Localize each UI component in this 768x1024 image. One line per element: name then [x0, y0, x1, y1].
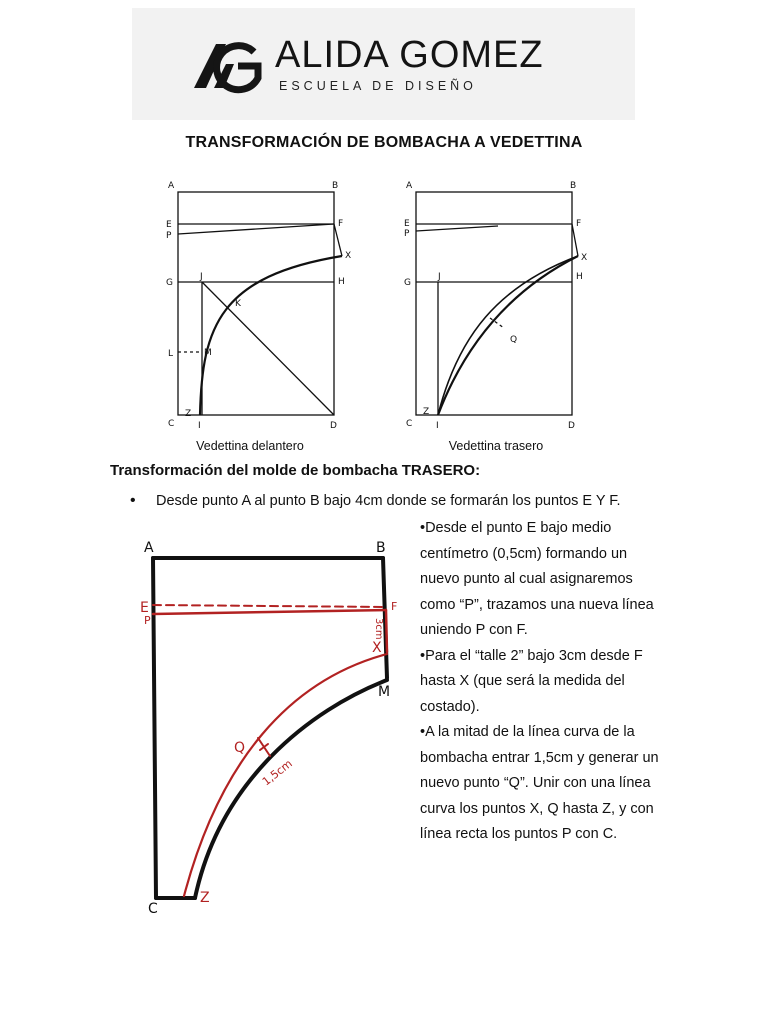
label-C: C	[168, 419, 175, 429]
front-diagram-caption: Vedettina delantero	[196, 439, 304, 453]
label-I: I	[198, 421, 201, 431]
label-Z: Z	[423, 407, 430, 417]
label-J: J	[438, 272, 441, 282]
label-Z: Z	[185, 409, 192, 419]
label-F: F	[576, 219, 582, 229]
label-D: D	[568, 421, 575, 431]
instruction-steps	[420, 516, 660, 848]
section-heading: Transformación del molde de bombacha TRASERO:	[110, 462, 481, 479]
label-G: G	[166, 278, 173, 288]
label-A: A	[168, 181, 175, 191]
label-X: X	[345, 251, 352, 261]
page-title: TRANSFORMACIÓN DE BOMBACHA A VEDETTINA	[185, 134, 583, 151]
back-diagram-caption: Vedettina trasero	[448, 439, 544, 453]
bullet-icon: •	[130, 492, 136, 509]
label-E: E	[166, 220, 172, 230]
label-D: D	[330, 421, 337, 431]
label-L: L	[168, 349, 174, 359]
bullet-item	[130, 492, 621, 510]
label-J: J	[200, 272, 203, 282]
detail-pattern-drawing	[140, 530, 410, 920]
step-2: •Para el “talle 2” bajo 3cm desde F hasta X (que será la medida del costado).	[420, 647, 643, 715]
label-Z: Z	[200, 890, 210, 906]
label-M: M	[204, 348, 212, 358]
label-Q: Q	[510, 335, 518, 345]
label-X: X	[372, 640, 382, 656]
bullet-text: Desde punto A al punto B bajo 4cm donde se formarán los puntos E Y F.	[156, 493, 621, 509]
label-C: C	[406, 419, 413, 429]
label-F: F	[338, 219, 344, 229]
label-B: B	[570, 181, 577, 191]
step-3: •A la mitad de la línea curva de la bombacha entrar 1,5cm y generar un nuevo punto “Q”. Unir con una línea curva los puntos X, Q hasta Z, y con línea recta los puntos P con C.	[420, 724, 659, 842]
label-A: A	[144, 540, 154, 556]
brand-header	[132, 8, 635, 120]
step-1: •Desde el punto E bajo medio centímetro (0,5cm) formando un nuevo punto al cual asignaremos como “P”, trazamos una nueva línea uniendo P con F.	[420, 520, 654, 638]
label-P: P	[404, 229, 410, 239]
alida-gomez-logo-icon	[192, 38, 264, 94]
label-E: E	[404, 219, 410, 229]
label-B: B	[376, 540, 386, 556]
brand-subtitle: ESCUELA DE DISEÑO	[279, 79, 477, 93]
label-F: F	[391, 600, 398, 613]
label-E: E	[140, 600, 149, 616]
back-pattern-diagram	[398, 176, 598, 434]
label-C: C	[148, 901, 158, 917]
label-H: H	[338, 277, 345, 287]
label-X: X	[581, 253, 588, 263]
label-3cm: 3cm	[373, 618, 384, 640]
label-B: B	[332, 181, 339, 191]
label-H: H	[576, 272, 583, 282]
label-1-5cm: 1,5cm	[259, 757, 295, 789]
label-I: I	[436, 421, 439, 431]
label-Q: Q	[234, 740, 246, 756]
front-pattern-diagram	[160, 176, 360, 434]
brand-name: ALIDA GOMEZ	[275, 34, 544, 76]
label-A: A	[406, 181, 413, 191]
label-P: P	[144, 614, 151, 627]
label-G: G	[404, 278, 411, 288]
label-P: P	[166, 231, 172, 241]
label-M: M	[378, 684, 391, 700]
label-K: K	[235, 299, 241, 309]
